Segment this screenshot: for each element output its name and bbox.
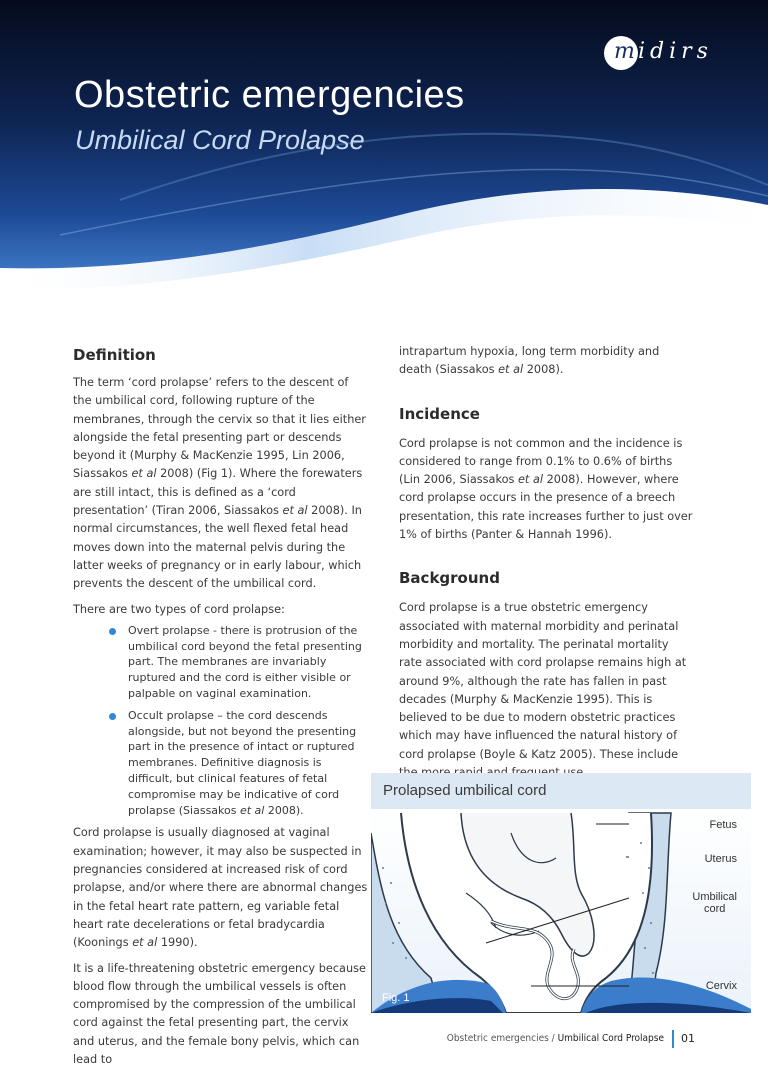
background-heading: Background [399,569,500,588]
label-fetus: Fetus [709,819,737,831]
right-column [399,343,695,782]
page-number: 01 [681,1032,695,1045]
list-item: Overt prolapse - there is protrusion of the umbilical cord beyond the fetal presenting part. The membranes are invariably ruptured and the cord is either visible or palpable on vaginal examination. [128,623,368,702]
list-item: Occult prolapse – the cord descends alongside, but not beyond the presenting part in the presence of intact or ruptured membranes. Definitive diagnosis is difficult, but clinical features of fetal compromise may be indicative of cord prolapse (Siassakos et al 2008). [128,708,368,819]
types-intro: There are two types of cord prolapse: [73,602,285,616]
figure-title: Prolapsed umbilical cord [383,782,547,799]
continued-paragraph: intrapartum hypoxia, long term morbidity and death (Siassakos et al 2008). [399,345,660,377]
bullet-icon [109,628,116,635]
footer-divider [672,1030,674,1048]
label-uterus: Uterus [704,853,737,865]
figure-number: Fig. 1 [382,992,410,1004]
definition-paragraph: The term ‘cord prolapse’ refers to the descent of the umbilical cord, following rupture of the membranes, through the cervix so that it lies either alongside the fetal presenting part or descends beyond it (Murphy & MacKenzie 1995, Lin 2006, Siassakos et al 2008) (Fig 1). Where the forewaters are still intact, this is defined as a ‘cord presentation’ (Tiran 2006, Siassakos et al 2008). In normal circumstances, the well flexed fetal head moves down into the maternal pelvis during the latter weeks of pregnancy or in early labour, which prevents the descent of the umbilical cord. [73,376,366,591]
emergency-paragraph: It is a life-threatening obstetric emergency because blood flow through the umbilical vessels is often compromised by the compression of the umbilical cord against the fetal presenting part, the cervix and uterus, and the female bony pelvis, which can lead to [73,961,366,1066]
prolapse-types-list [73,623,368,819]
logo-letter-m: m [614,39,635,64]
definition-heading: Definition [73,346,156,364]
figure-prolapsed-cord [371,773,751,1013]
bullet-icon [109,713,116,720]
background-paragraph: Cord prolapse is a true obstetric emergency associated with maternal morbidity and perinatal morbidity and mortality. The perinatal mortality rate associated with cord prolapse remains high at around 9%, although the rate has fallen in past decades (Murphy & MacKenzie 1995). This is believed to be due to modern obstetric practices which may have influenced the natural history of cord prolapse (Boyle & Katz 2005). These include [399,601,687,761]
footer-running-title: Obstetric emergencies / Umbilical Cord Prolapse [446,1033,664,1044]
left-column [73,343,368,1069]
label-cervix: Cervix [705,980,737,992]
diagnosis-paragraph: Cord prolapse is usually diagnosed at vaginal examination; however, it may also be suspected in pregnancies considered at increased risk of cord prolapse, and/or where there are abnormal changes in the fetal heart rate pattern, eg variable fetal heart rate decelerations or fetal bradycardia (Koonings et al 1990). [73,826,368,950]
page-subtitle: Umbilical Cord Prolapse [75,125,365,155]
midirs-logo [598,36,748,70]
page-title: Obstetric emergencies [74,74,465,116]
header-banner [0,0,768,300]
incidence-heading: Incidence [399,404,480,423]
logo-wordmark: idirs [638,39,713,64]
page-footer [0,1030,768,1050]
incidence-paragraph: Cord prolapse is not common and the incidence is considered to range from 0.1% to 0.6% of births (Lin 2006, Siassakos et al 2008). However, where cord prolapse occurs in the presence of a breech presentation, this rate increases further to just over 1% of births (Panter & Hannah 1996). [399,436,693,542]
label-umbilical-cord: Umbilical cord [692,891,737,915]
